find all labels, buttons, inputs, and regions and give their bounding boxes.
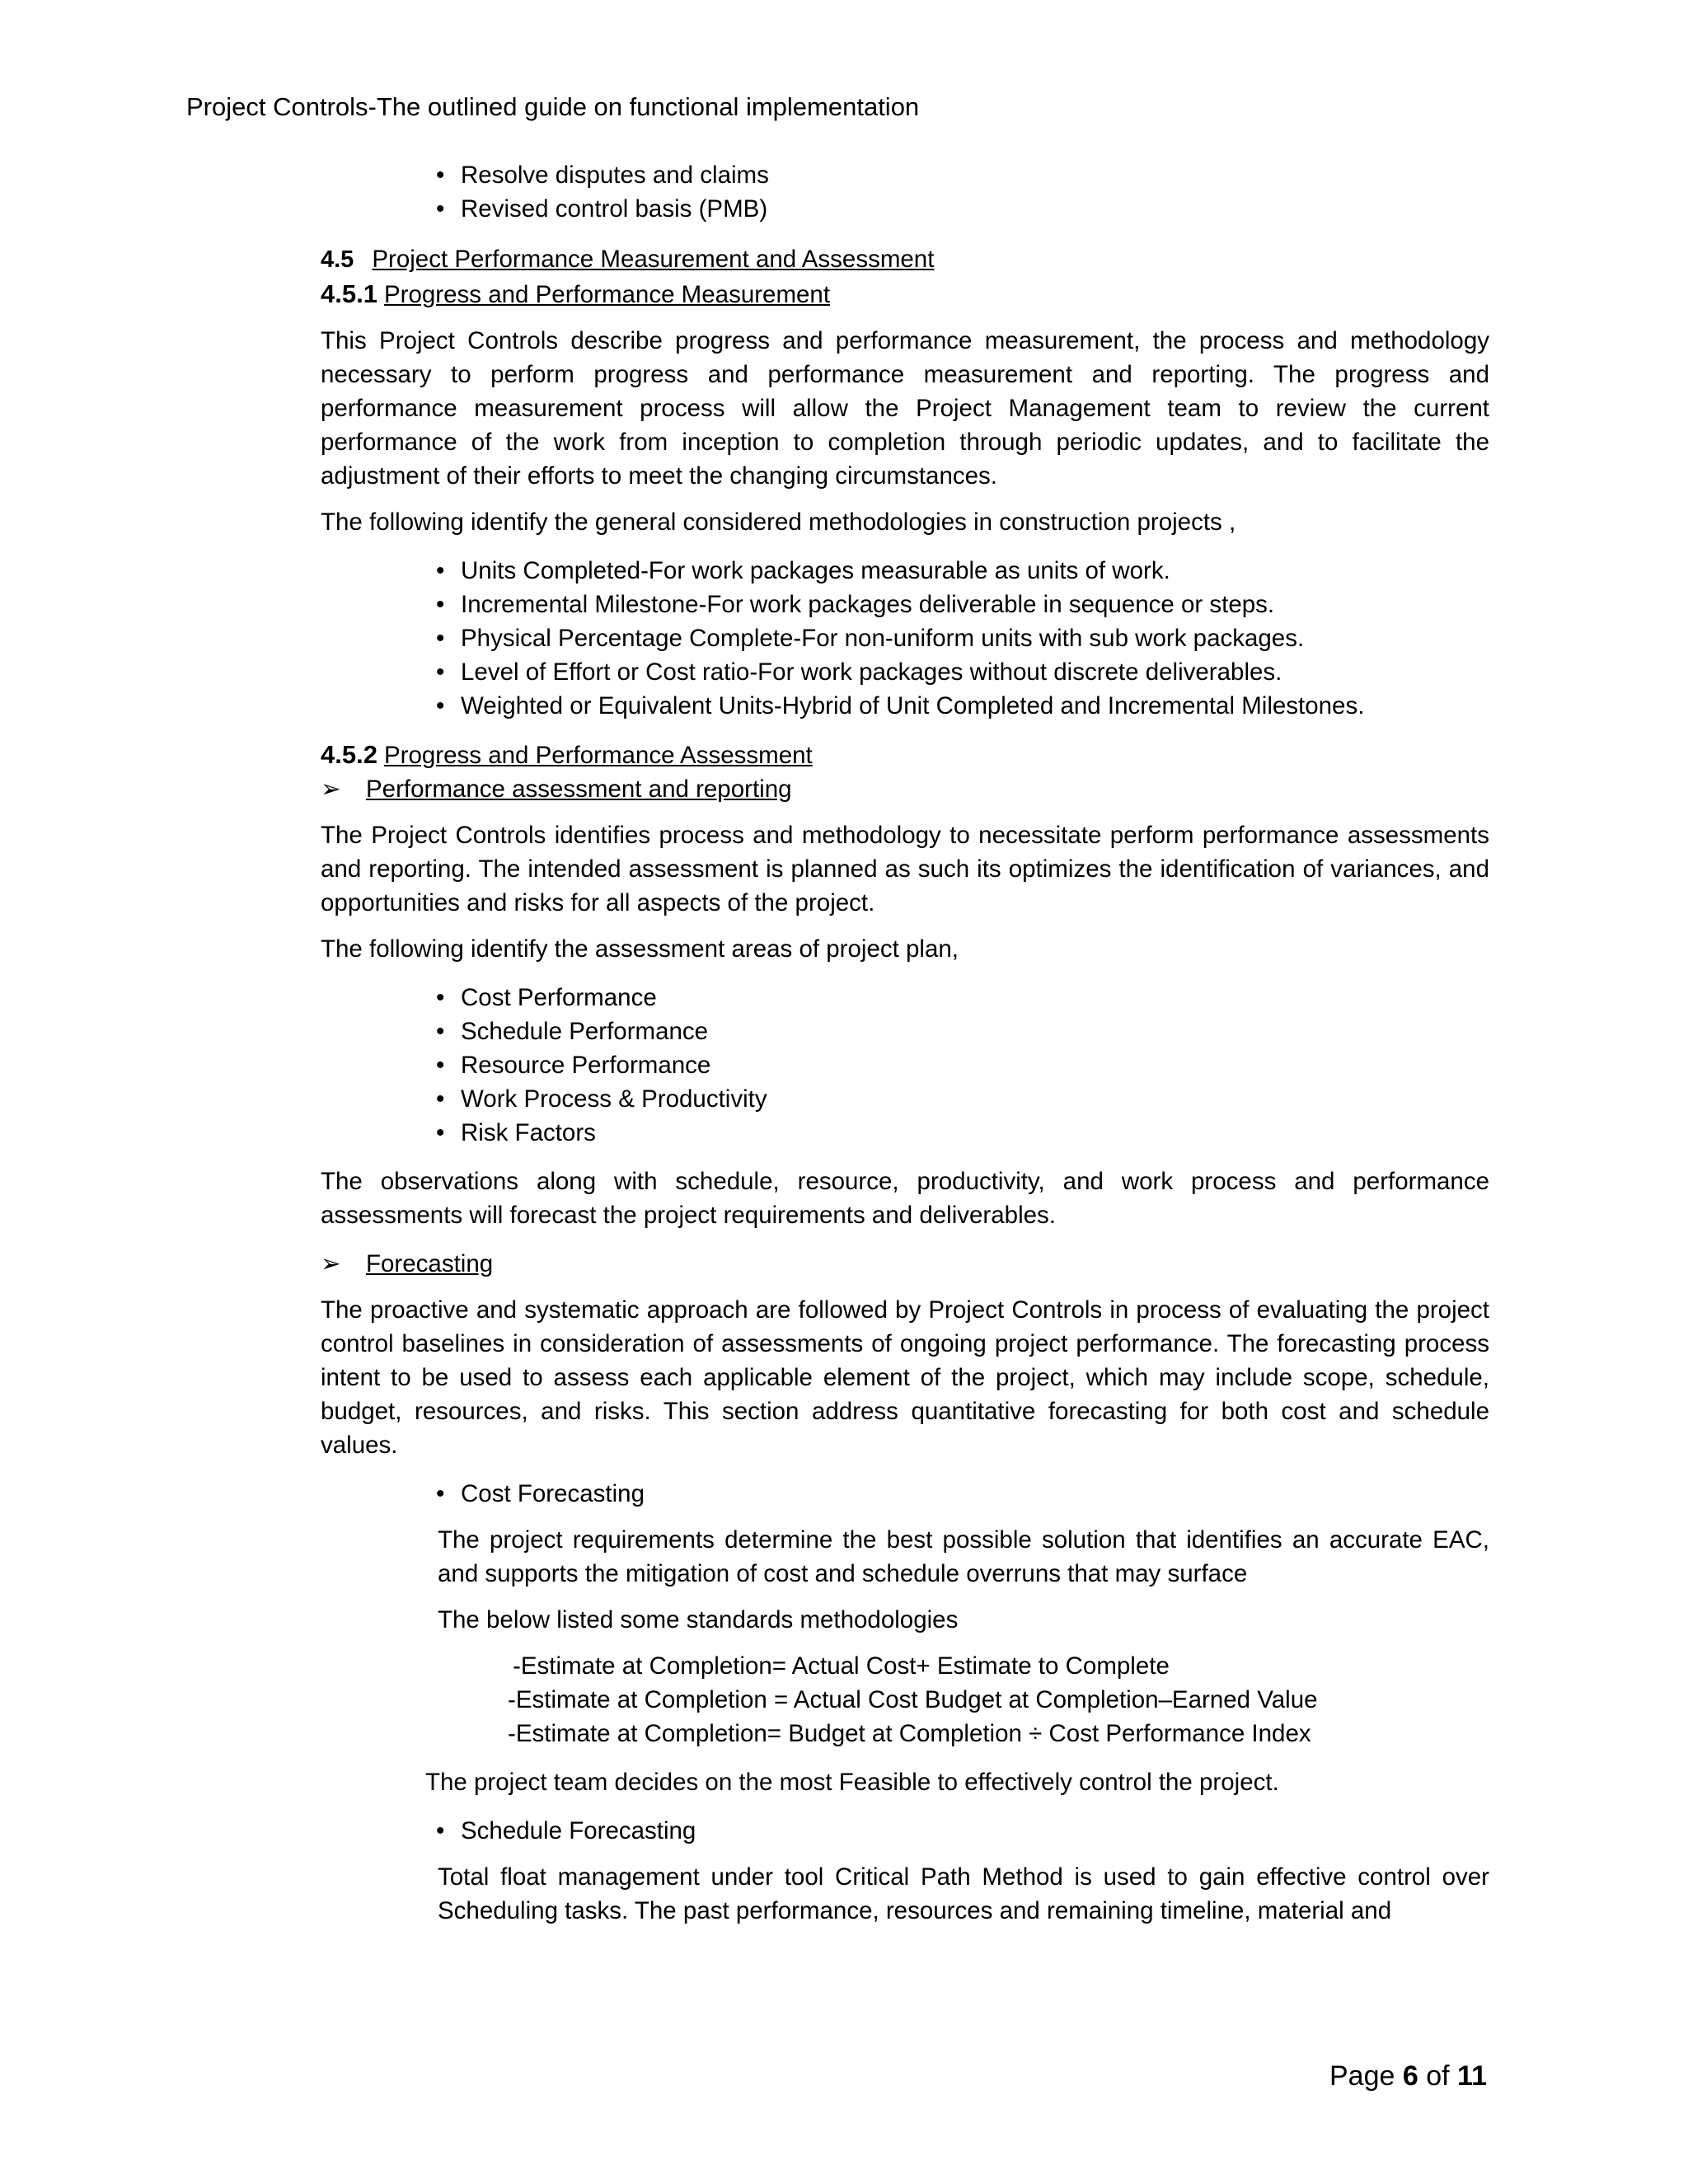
formula-line: -Estimate at Completion= Actual Cost+ Estimate to Complete (513, 1652, 1170, 1680)
list-item: • Incremental Milestone-For work packages deliverable in sequence or steps. (461, 588, 1489, 621)
paragraph: The following identify the assessment areas of project plan, (321, 935, 959, 963)
bullet-icon: • (436, 1018, 445, 1045)
schedule-forecasting-item (436, 1814, 1489, 1848)
list-item: • Cost Performance (461, 981, 1489, 1015)
cost-forecasting-item (436, 1477, 1489, 1511)
arrow-bullet-icon: ➢ (321, 1250, 341, 1277)
list-item: • Revised control basis (PMB) (461, 192, 1489, 226)
bullet-icon: • (436, 162, 445, 189)
section-heading-4-5-2: 4.5.2 Progress and Performance Assessment (321, 740, 813, 769)
bullet-icon: • (436, 625, 445, 652)
bullet-icon: • (436, 557, 445, 584)
list-item: • Schedule Performance (461, 1015, 1489, 1048)
list-item: • Risk Factors (461, 1116, 1489, 1150)
list-item: • Units Completed-For work packages measurable as units of work. (461, 554, 1489, 588)
paragraph: The project requirements determine the best possible solution that identifies an accurate EAC, and supports the mitigation of cost and schedule overruns that may surface (438, 1526, 1489, 1587)
bullet-icon: • (436, 591, 445, 618)
formula-line: -Estimate at Completion= Budget at Completion ÷ Cost Performance Index (508, 1720, 1311, 1747)
section-heading-4-5: 4.5 Project Performance Measurement and Assessment (321, 246, 935, 273)
list-item: • Work Process & Productivity (461, 1082, 1489, 1116)
paragraph: Total float management under tool Critical Path Method is used to gain effective control over Scheduling tasks. The past performance, resources and remaining timeline, material and (438, 1863, 1489, 1924)
subheading-forecasting: ➢ Forecasting (321, 1247, 1489, 1281)
paragraph: The project team decides on the most Feasible to effectively control the project. (425, 1769, 1279, 1796)
forecasting-subsections (438, 1477, 1489, 1750)
bullet-icon: • (436, 692, 445, 719)
arrow-bullet-icon: ➢ (321, 776, 341, 803)
list-item: • Weighted or Equivalent Units-Hybrid of Unit Completed and Incremental Milestones. (461, 689, 1489, 723)
list-item: • Schedule Forecasting (461, 1814, 1489, 1848)
assessment-areas-list (436, 981, 1489, 1150)
bullet-icon: • (436, 658, 445, 686)
subheading-performance-assessment: ➢ Performance assessment and reporting (321, 772, 1489, 806)
page-number: Page 6 of 11 (1329, 2060, 1487, 2092)
bullet-icon: • (436, 1119, 445, 1146)
bullet-icon: • (436, 195, 445, 223)
paragraph: The Project Controls identifies process and methodology to necessitate perform performance assessments and reporting. The intended assessment is planned as such its optimizes the identification of variances, and opportunities and risks for all aspects of the project. (321, 822, 1489, 916)
page-body (321, 158, 1489, 1928)
bullet-icon: • (436, 984, 445, 1011)
page-header: Project Controls-The outlined guide on functional implementation (186, 92, 920, 121)
bullet-icon: • (436, 1085, 445, 1113)
paragraph: This Project Controls describe progress and performance measurement, the process and methodology necessary to perform progress and performance measurement and reporting. The progress and performance measurement process will allow the Project Management team to review the current performance of the work from inception to completion through periodic updates, and to facilitate the adjustment of their efforts to meet the changing circumstances. (321, 327, 1489, 490)
paragraph: The following identify the general considered methodologies in construction projects , (321, 509, 1236, 536)
section-heading-4-5-1: 4.5.1 Progress and Performance Measurement (321, 279, 831, 308)
methodology-list (436, 554, 1489, 723)
list-item: • Physical Percentage Complete-For non-uniform units with sub work packages. (461, 621, 1489, 655)
list-item: • Resolve disputes and claims (461, 158, 1489, 192)
formula-line: -Estimate at Completion = Actual Cost Budget at Completion–Earned Value (508, 1686, 1318, 1713)
paragraph: The below listed some standards methodologies (438, 1606, 959, 1633)
list-item: • Cost Forecasting (461, 1477, 1489, 1511)
bullet-icon: • (436, 1480, 445, 1507)
paragraph: The proactive and systematic approach are followed by Project Controls in process of evaluating the project control baselines in consideration of assessments of ongoing project performance. The forecasting process intent to be used to assess each applicable element of the project, which may include scope, schedule, budget, resources, and risks. This section address quantitative forecasting for both cost and schedule values. (321, 1296, 1489, 1459)
paragraph: The observations along with schedule, resource, productivity, and work process and performance assessments will forecast the project requirements and deliverables. (321, 1168, 1489, 1229)
list-item: • Resource Performance (461, 1048, 1489, 1082)
bullet-icon: • (436, 1052, 445, 1079)
formula-list (508, 1649, 1489, 1750)
bullet-icon: • (436, 1817, 445, 1844)
schedule-forecasting-section (438, 1814, 1489, 1928)
top-bullet-list (436, 158, 1489, 226)
list-item: • Level of Effort or Cost ratio-For work packages without discrete deliverables. (461, 655, 1489, 689)
